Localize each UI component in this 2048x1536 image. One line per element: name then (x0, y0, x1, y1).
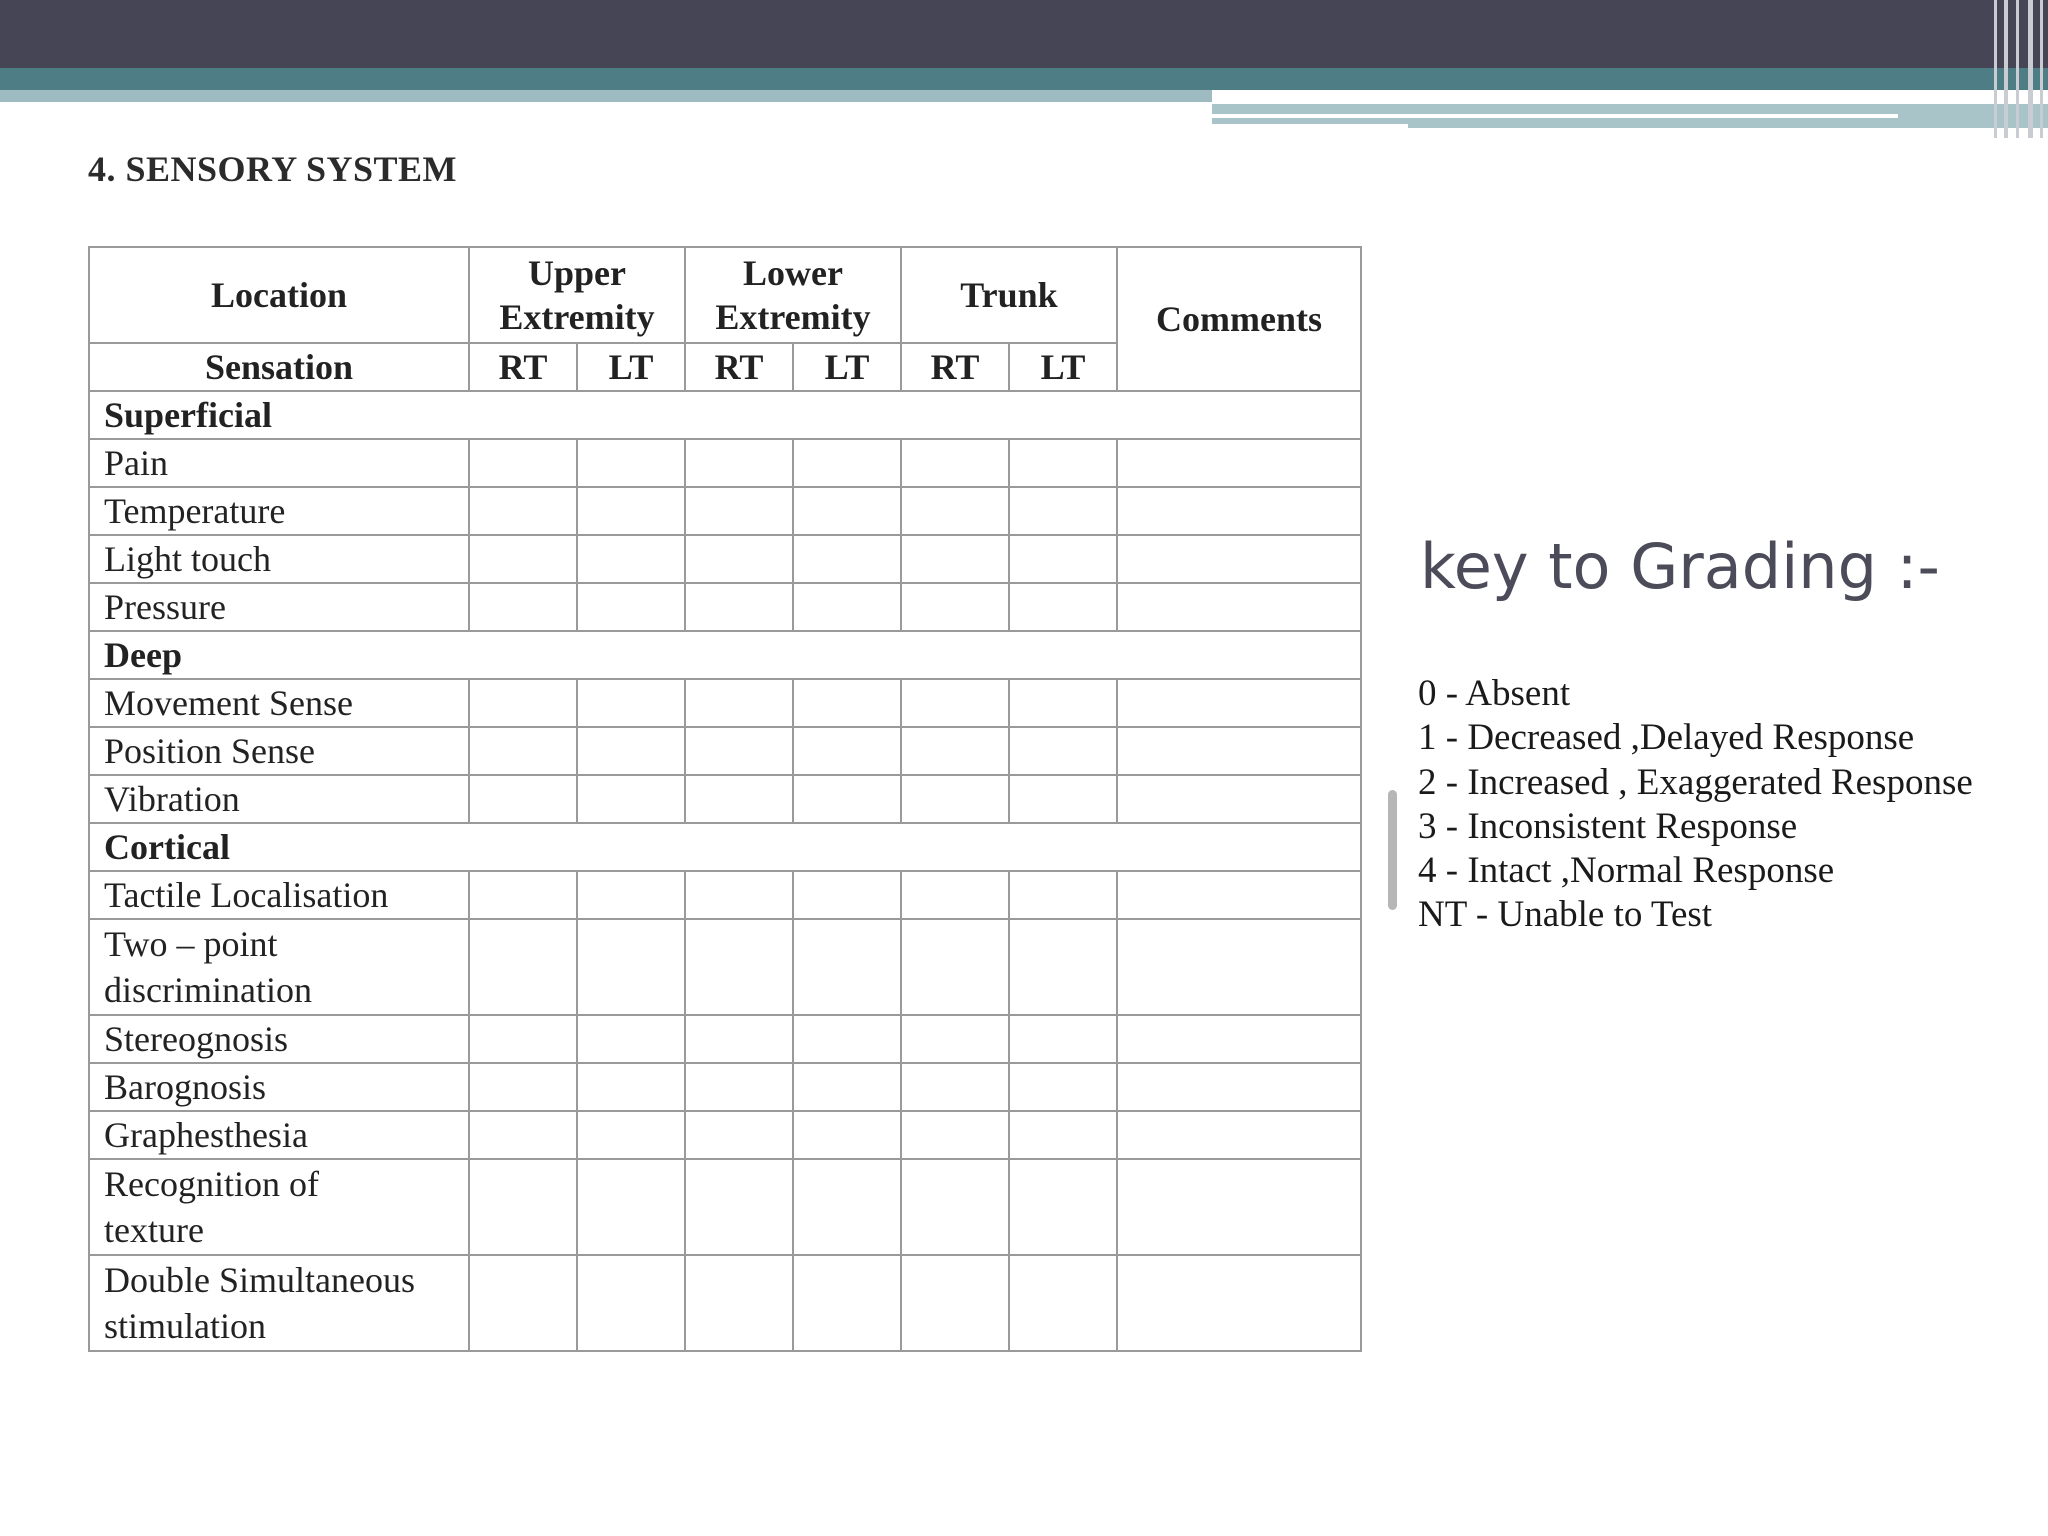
category-row (89, 391, 1361, 439)
comments-cell[interactable] (1117, 1111, 1361, 1159)
grade-cell[interactable] (469, 919, 577, 1015)
comments-cell[interactable] (1117, 535, 1361, 583)
category-cortical: Cortical (89, 823, 1361, 871)
grade-cell[interactable] (685, 487, 793, 535)
grade-cell[interactable] (685, 1015, 793, 1063)
table-row (89, 1255, 1361, 1351)
grade-cell[interactable] (577, 439, 685, 487)
row-label-pressure: Pressure (89, 583, 469, 631)
header-row (89, 247, 1361, 343)
grade-cell[interactable] (793, 775, 901, 823)
lower-extremity-header: Lower Extremity (685, 247, 901, 343)
header-gap (1212, 90, 2048, 104)
grade-cell[interactable] (793, 439, 901, 487)
row-label-line: texture (104, 1210, 204, 1250)
grade-cell[interactable] (1009, 1255, 1117, 1351)
key-item: NT - Unable to Test (1418, 894, 1713, 936)
grade-cell[interactable] (685, 583, 793, 631)
sensory-table (88, 246, 1362, 1352)
grade-cell[interactable] (901, 1015, 1009, 1063)
comments-cell[interactable] (1117, 1255, 1361, 1351)
trunk-header: Trunk (901, 247, 1117, 343)
comments-cell[interactable] (1117, 727, 1361, 775)
row-label-two-point-discrimination (89, 919, 469, 1015)
comments-cell[interactable] (1117, 487, 1361, 535)
key-item: 2 - Increased , Exaggerated Response (1418, 761, 1973, 803)
row-label-line: Recognition of (104, 1164, 319, 1204)
comments-cell[interactable] (1117, 679, 1361, 727)
row-label-pain: Pain (89, 439, 469, 487)
row-label-barognosis: Barognosis (89, 1063, 469, 1111)
header-accent-band-light (0, 90, 1212, 102)
row-label-tactile-localisation: Tactile Localisation (89, 871, 469, 919)
grade-cell[interactable] (901, 1255, 1009, 1351)
grade-cell[interactable] (469, 727, 577, 775)
grade-cell[interactable] (1009, 535, 1117, 583)
row-label-movement-sense: Movement Sense (89, 679, 469, 727)
key-list (1418, 672, 1973, 938)
key-title: key to Grading :- (1420, 530, 1940, 603)
row-label-line: stimulation (104, 1306, 266, 1346)
grade-cell[interactable] (469, 1159, 577, 1255)
category-row (89, 823, 1361, 871)
row-label-position-sense: Position Sense (89, 727, 469, 775)
grade-cell[interactable] (1009, 487, 1117, 535)
row-label-line: discrimination (104, 970, 312, 1010)
header-bar (0, 0, 2048, 68)
grade-cell[interactable] (793, 487, 901, 535)
grade-cell[interactable] (793, 535, 901, 583)
grade-cell[interactable] (469, 1063, 577, 1111)
grade-cell[interactable] (793, 1255, 901, 1351)
key-item: 4 - Intact ,Normal Response (1418, 850, 1835, 892)
grade-cell[interactable] (685, 1111, 793, 1159)
grade-cell[interactable] (685, 679, 793, 727)
table-row (89, 679, 1361, 727)
grade-cell[interactable] (1009, 1159, 1117, 1255)
grade-cell[interactable] (1009, 727, 1117, 775)
header-gap-notch (1212, 124, 1408, 138)
grade-cell[interactable] (469, 1255, 577, 1351)
grade-cell[interactable] (1009, 775, 1117, 823)
grade-cell[interactable] (685, 919, 793, 1015)
grade-cell[interactable] (1009, 1111, 1117, 1159)
grade-cell[interactable] (577, 775, 685, 823)
scrollbar-thumb[interactable] (1388, 790, 1397, 910)
upper-lt-header: LT (577, 343, 685, 391)
grade-cell[interactable] (577, 1063, 685, 1111)
grade-cell[interactable] (685, 727, 793, 775)
key-item: 1 - Decreased ,Delayed Response (1418, 717, 1915, 759)
grade-cell[interactable] (469, 1015, 577, 1063)
table-row (89, 1159, 1361, 1255)
table-row (89, 487, 1361, 535)
grade-cell[interactable] (901, 871, 1009, 919)
upper-extremity-header: Upper Extremity (469, 247, 685, 343)
category-deep: Deep (89, 631, 1361, 679)
grade-cell[interactable] (685, 1159, 793, 1255)
location-header: Location (89, 247, 469, 343)
trunk-lt-header: LT (1009, 343, 1117, 391)
grade-cell[interactable] (685, 1063, 793, 1111)
upper-rt-header: RT (469, 343, 577, 391)
table-row (89, 439, 1361, 487)
grade-cell[interactable] (793, 583, 901, 631)
grade-cell[interactable] (901, 535, 1009, 583)
grade-cell[interactable] (469, 487, 577, 535)
table-row (89, 583, 1361, 631)
grade-cell[interactable] (793, 1063, 901, 1111)
row-label-recognition-of-texture (89, 1159, 469, 1255)
grade-cell[interactable] (469, 1111, 577, 1159)
row-label-line: Double Simultaneous (104, 1260, 415, 1300)
grade-cell[interactable] (469, 583, 577, 631)
grade-cell[interactable] (901, 583, 1009, 631)
grade-cell[interactable] (793, 919, 901, 1015)
grade-cell[interactable] (901, 1111, 1009, 1159)
grade-cell[interactable] (685, 775, 793, 823)
grade-cell[interactable] (1009, 1063, 1117, 1111)
category-row (89, 631, 1361, 679)
grade-cell[interactable] (577, 1111, 685, 1159)
grade-cell[interactable] (1009, 679, 1117, 727)
grade-cell[interactable] (469, 871, 577, 919)
comments-cell[interactable] (1117, 1063, 1361, 1111)
grade-cell[interactable] (793, 1111, 901, 1159)
table-row (89, 1111, 1361, 1159)
grade-cell[interactable] (469, 535, 577, 583)
grade-cell[interactable] (577, 871, 685, 919)
grade-cell[interactable] (793, 871, 901, 919)
comments-cell[interactable] (1117, 919, 1361, 1015)
table-row (89, 871, 1361, 919)
grade-cell[interactable] (685, 439, 793, 487)
grade-cell[interactable] (685, 1255, 793, 1351)
table-row (89, 1015, 1361, 1063)
grade-cell[interactable] (901, 679, 1009, 727)
table-row (89, 919, 1361, 1015)
key-item: 3 - Inconsistent Response (1418, 805, 1798, 847)
grade-cell[interactable] (469, 679, 577, 727)
lower-lt-header: LT (793, 343, 901, 391)
row-label-double-simultaneous-stimulation (89, 1255, 469, 1351)
grade-cell[interactable] (577, 679, 685, 727)
grade-cell[interactable] (577, 1159, 685, 1255)
header-divider-line (1212, 114, 1898, 118)
grade-cell[interactable] (1009, 583, 1117, 631)
grade-cell[interactable] (901, 487, 1009, 535)
sensation-header: Sensation (89, 343, 469, 391)
grade-cell[interactable] (1009, 871, 1117, 919)
comments-cell[interactable] (1117, 871, 1361, 919)
grade-cell[interactable] (793, 1015, 901, 1063)
row-label-vibration: Vibration (89, 775, 469, 823)
table-row (89, 535, 1361, 583)
trunk-rt-header: RT (901, 343, 1009, 391)
key-item: 0 - Absent (1418, 673, 1571, 714)
row-label-temperature: Temperature (89, 487, 469, 535)
lower-rt-header: RT (685, 343, 793, 391)
comments-cell[interactable] (1117, 1159, 1361, 1255)
grade-cell[interactable] (1009, 1015, 1117, 1063)
row-label-light-touch: Light touch (89, 535, 469, 583)
grade-cell[interactable] (901, 439, 1009, 487)
grade-cell[interactable] (577, 535, 685, 583)
comments-cell[interactable] (1117, 1015, 1361, 1063)
grade-cell[interactable] (901, 919, 1009, 1015)
category-superficial: Superficial (89, 391, 1361, 439)
table-row (89, 1063, 1361, 1111)
grade-cell[interactable] (793, 1159, 901, 1255)
grade-cell[interactable] (577, 1015, 685, 1063)
section-heading: 4. SENSORY SYSTEM (88, 149, 457, 189)
grade-cell[interactable] (469, 439, 577, 487)
grade-cell[interactable] (469, 775, 577, 823)
header-edge-stripes (1988, 0, 2048, 138)
table-row (89, 775, 1361, 823)
comments-header: Comments (1117, 247, 1361, 391)
grade-cell[interactable] (577, 1255, 685, 1351)
grade-cell[interactable] (793, 727, 901, 775)
grade-cell[interactable] (1009, 439, 1117, 487)
grade-cell[interactable] (685, 871, 793, 919)
grade-cell[interactable] (793, 679, 901, 727)
grade-cell[interactable] (577, 583, 685, 631)
comments-cell[interactable] (1117, 775, 1361, 823)
grade-cell[interactable] (901, 727, 1009, 775)
grade-cell[interactable] (577, 487, 685, 535)
grade-cell[interactable] (901, 775, 1009, 823)
grade-cell[interactable] (685, 535, 793, 583)
header-accent-band (0, 68, 2048, 90)
grade-cell[interactable] (901, 1159, 1009, 1255)
table-row (89, 727, 1361, 775)
comments-cell[interactable] (1117, 583, 1361, 631)
grade-cell[interactable] (901, 1063, 1009, 1111)
row-label-graphesthesia: Graphesthesia (89, 1111, 469, 1159)
grade-cell[interactable] (577, 919, 685, 1015)
grade-cell[interactable] (577, 727, 685, 775)
grade-cell[interactable] (1009, 919, 1117, 1015)
row-label-stereognosis: Stereognosis (89, 1015, 469, 1063)
comments-cell[interactable] (1117, 439, 1361, 487)
row-label-line: Two – point (104, 924, 278, 964)
